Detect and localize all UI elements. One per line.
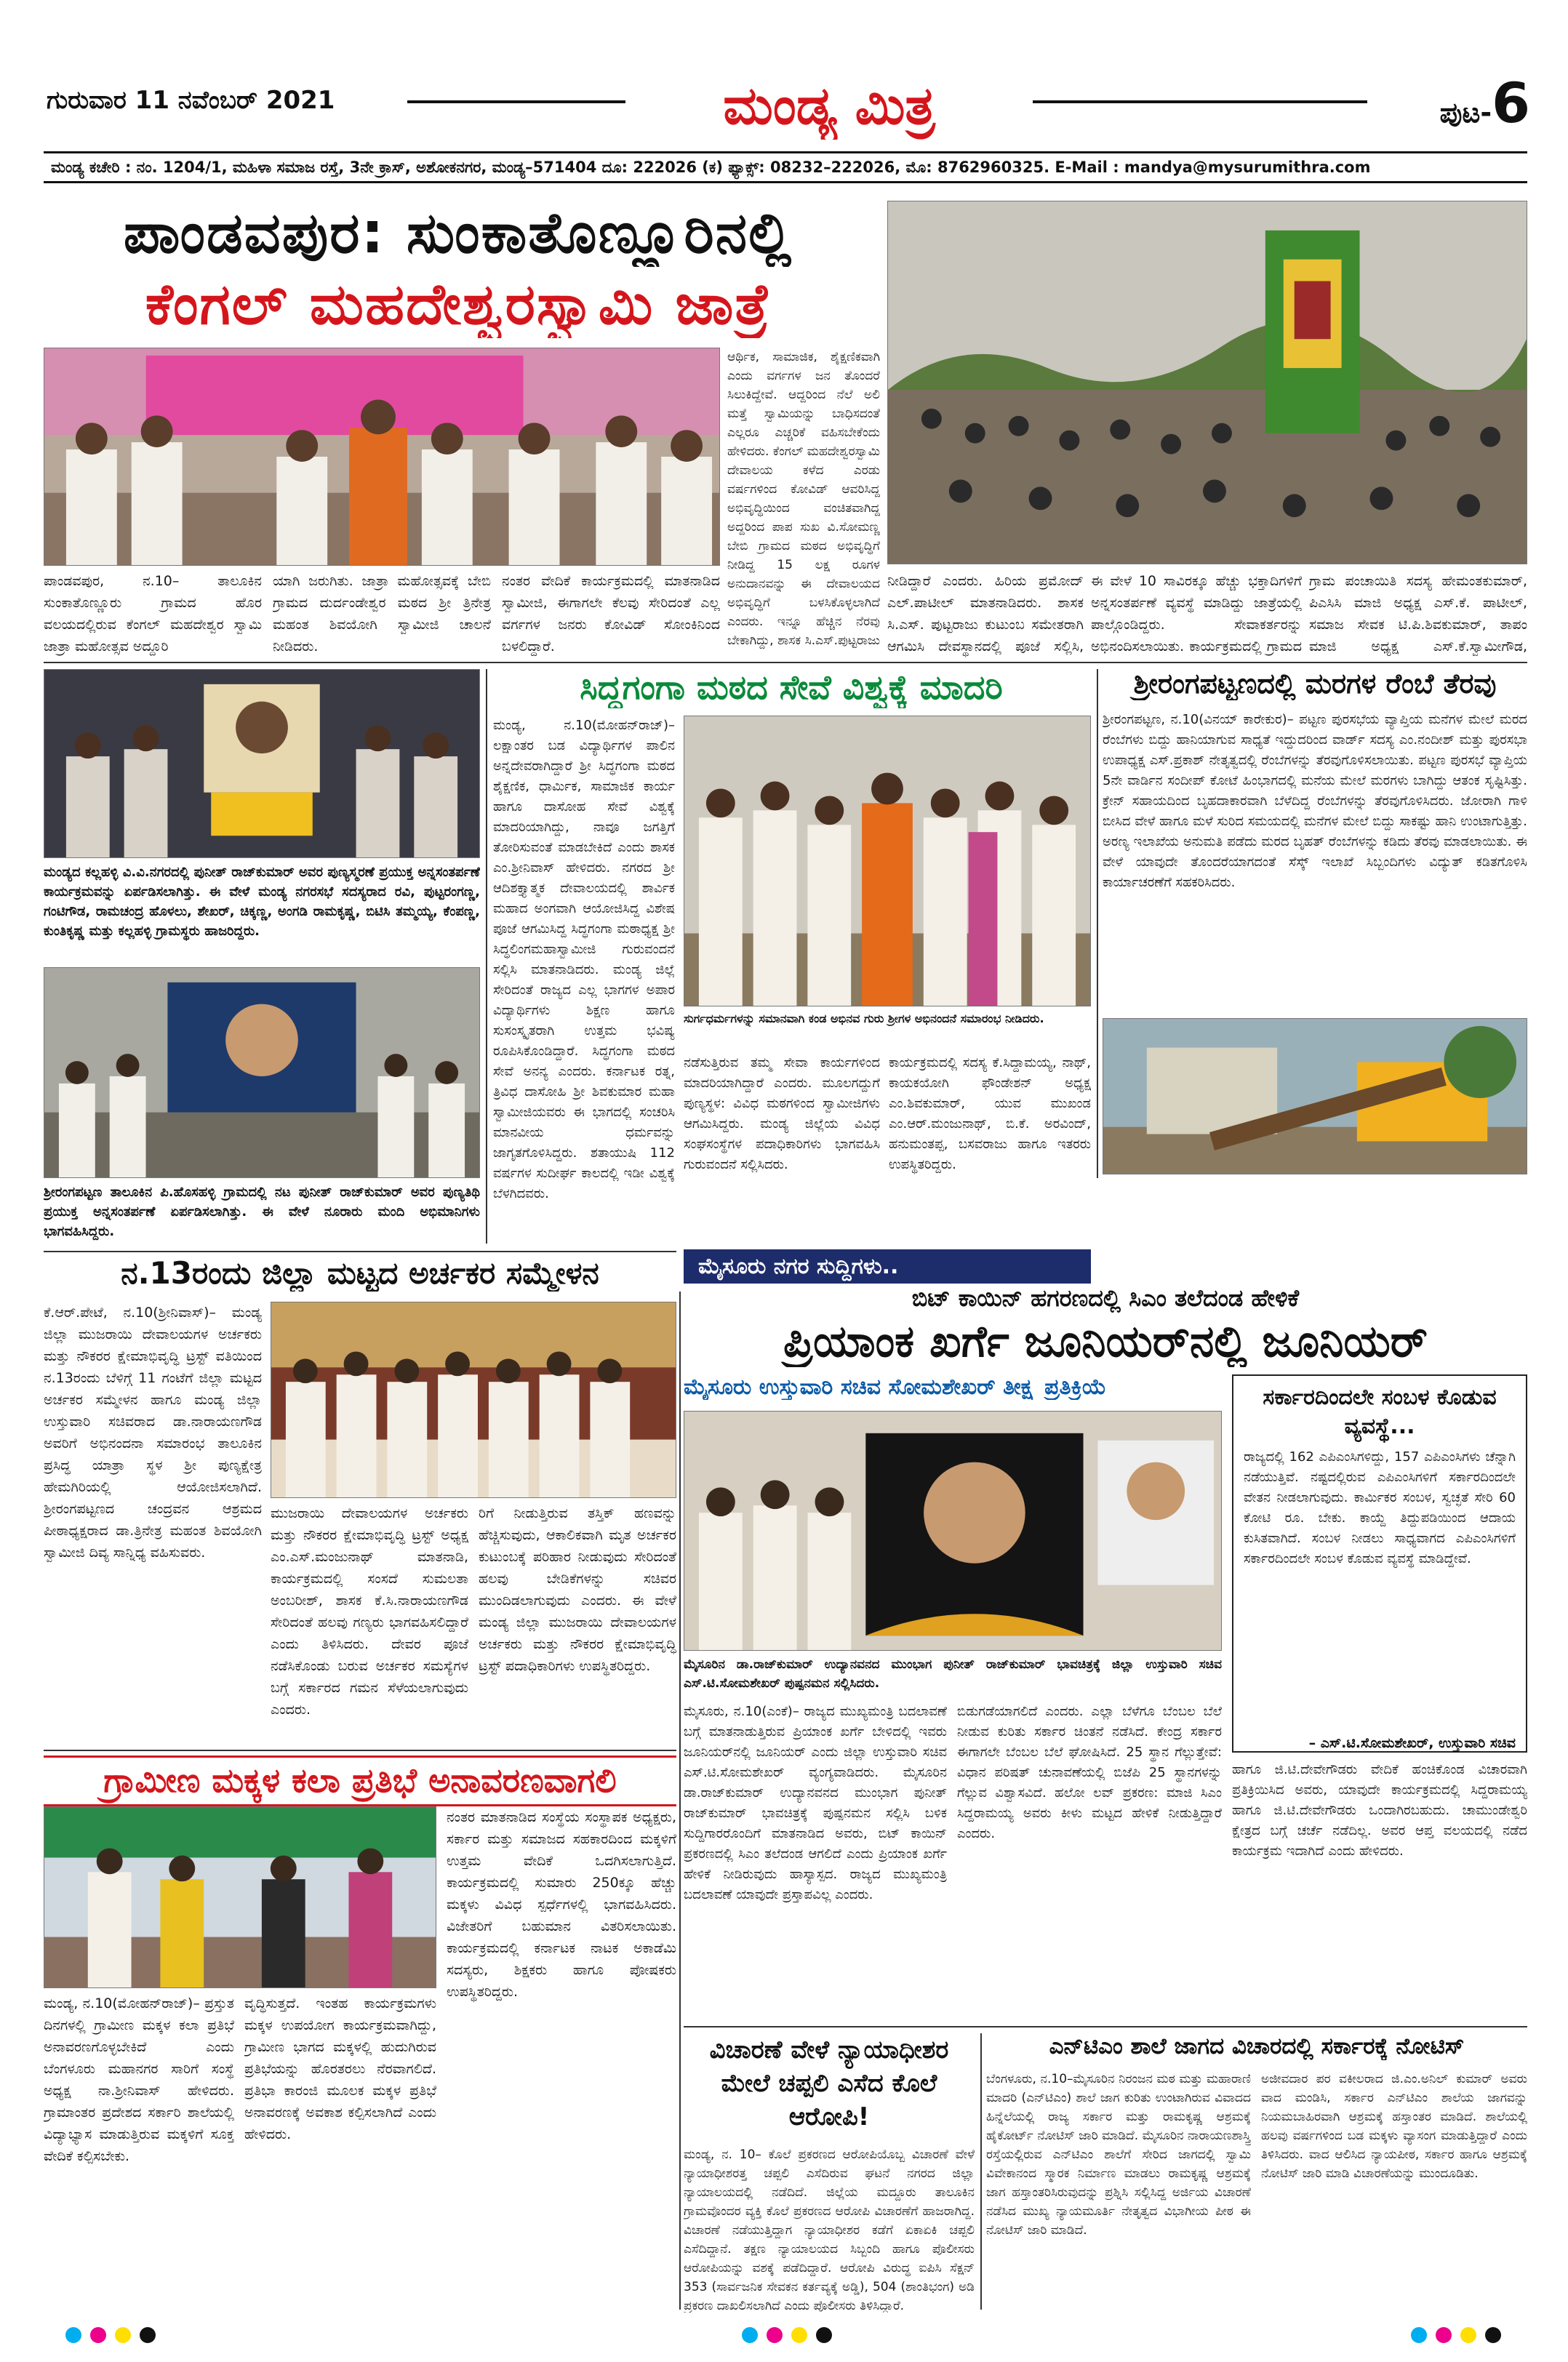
page-number xyxy=(1439,71,1530,135)
mysuru-subhead: ಮೈಸೂರು ಉಸ್ತುವಾರಿ ಸಚಿವ ಸೋಮಶೇಖರ್ ತೀಕ್ಷ್ಣ ಪ್ರತಿಕ್ರಿಯೆ xyxy=(684,1374,1107,1400)
archaka-column-1: ಕೆ.ಆರ್.ಪೇಟೆ, ನ.10(ಶ್ರೀನಿವಾಸ್)– ಮಂಡ್ಯ ಜಿಲ್ಲಾ ಮುಜರಾಯಿ ದೇವಾಲಯಗಳ ಅರ್ಚಕರು ಮತ್ತು ನೌಕರರ ಕ್ಷೇಮಾಭಿವೃದ್ಧಿ ಟ್ರಸ್ಟ್ ವತಿಯಿಂದ ನ.13ರಂದು ಬೆಳಿಗ್ಗೆ 11 ಗಂಟೆಗೆ ಜಿಲ್ಲಾ ಮಟ್ಟದ ಅರ್ಚಕರ ಸಮ್ಮೇಳನ ಹಾಗೂ ಮಂಡ್ಯ ಜಿಲ್ಲಾ ಉಸ್ತುವಾರಿ ಸಚಿವರಾದ ಡಾ.ನಾರಾಯಣಗೌಡ ಅವರಿಗೆ ಅಭಿನಂದನಾ ಸಮಾರಂಭ ತಾಲೂಕಿನ ಪ್ರಸಿದ್ಧ ಯಾತ್ರಾ ಸ್ಥಳ ಶ್ರೀ ಪುಣ್ಯಕ್ಷೇತ್ರ ಹೇಮಗಿರಿಯಲ್ಲಿ ಆಯೋಜಿಸಲಾಗಿದೆ. ಶ್ರೀರಂಗಪಟ್ಟಣದ ಚಂದ್ರವನ ಆಶ್ರಮದ ಪೀಠಾಧ್ಯಕ್ಷರಾದ ಡಾ.ತ್ರಿನೇತ್ರ ಮಹಂತ ಶಿವಯೋಗಿ ಸ್ವಾಮೀಜಿ ದಿವ್ಯ ಸಾನ್ನಿಧ್ಯ ವಹಿಸುವರು. xyxy=(44,1305,262,1561)
salary-side-box xyxy=(1232,1374,1527,1753)
salary-box-byline: – ಎಸ್.ಟಿ.ಸೋಮಶೇಖರ್, ಉಸ್ತುವಾರಿ ಸಚಿವ xyxy=(1308,1735,1516,1751)
lead-photo-stage xyxy=(44,348,720,566)
black-dot xyxy=(816,2327,832,2343)
ntm-column-1: ಬೆಂಗಳೂರು, ನ.10–ಮೈಸೂರಿನ ನಿರಂಜನ ಮಠ ಮತ್ತು ಮಹಾರಾಣಿ ಮಾದರಿ (ಎನ್‌ಟಿಎಂ) ಶಾಲೆ ಜಾಗ ಕುರಿತು ಉಂಟಾಗಿರುವ ವಿವಾದದ ಹಿನ್ನೆಲೆಯಲ್ಲಿ ರಾಜ್ಯ ಸರ್ಕಾರ ಮತ್ತು ರಾಮಕೃಷ್ಣ ಆಶ್ರಮಕ್ಕೆ ಹೈಕೋರ್ಟ್ ನೋಟಿಸ್ ಜಾರಿ ಮಾಡಿದೆ. ಮೈಸೂರಿನ ನಾರಾಯಣಶಾಸ್ತ್ರಿ ರಸ್ತೆಯಲ್ಲಿರುವ ಎನ್‌ಟಿಎಂ ಶಾಲೆಗೆ ಸೇರಿದ ಜಾಗದಲ್ಲಿ ಸ್ವಾಮಿ ವಿವೇಕಾನಂದ ಸ್ಮಾರಕ ನಿರ್ಮಾಣ ಮಾಡಲು ರಾಮಕೃಷ್ಣ ಆಶ್ರಮಕ್ಕೆ ಜಾಗ ಹಸ್ತಾಂತರಿಸಿರುವುದನ್ನು ಪ್ರಶ್ನಿಸಿ ಸಲ್ಲಿಸಿದ್ದ ಅರ್ಜಿಯ ವಿಚಾರಣೆ ನಡೆಸಿದ ಮುಖ್ಯ ನ್ಯಾಯಮೂರ್ತಿ ನೇತೃತ್ವದ ವಿಭಾಗೀಯ ಪೀಠ ಈ ನೋಟಿಸ್ ಜಾರಿ ಮಾಡಿದೆ. xyxy=(986,2072,1251,2238)
lead-headline-line-2: ಕೆಂಗಲ್ ಮಹದೇಶ್ವರಸ್ವಾಮಿ ಜಾತ್ರೆ xyxy=(145,272,772,337)
mysuru-caption: ಮೈಸೂರಿನ ಡಾ.ರಾಜ್‌ಕುಮಾರ್ ಉದ್ಯಾನವನದ ಮುಂಭಾಗ ಪುನೀತ್ ರಾಜ್‌ಕುಮಾರ್ ಭಾವಚಿತ್ರಕ್ಕೆ ಜಿಲ್ಲಾ ಉಸ್ತುವಾರಿ ಸಚಿವ ಎಸ್.ಟಿ.ಸೋಮಶೇಖರ್ ಪುಷ್ಪನಮನ ಸಲ್ಲಿಸಿದರು. xyxy=(684,1657,1222,1691)
salary-box-continuation: ಹಾಗೂ ಜಿ.ಟಿ.ದೇವೇಗೌಡರು ವೇದಿಕೆ ಹಂಚಿಕೊಂಡ ವಿಚಾರವಾಗಿ ಪ್ರತಿಕ್ರಿಯಿಸಿದ ಅವರು, ಯಾವುದೇ ಕಾರ್ಯಕ್ರಮದಲ್ಲಿ ಸಿದ್ದರಾಮಯ್ಯ ಹಾಗೂ ಜಿ.ಟಿ.ದೇವೇಗೌಡರು ಒಂದಾಗಿರಬಹುದು. ಚಾಮುಂಡೇಶ್ವರಿ ಕ್ಷೇತ್ರದ ಬಗ್ಗೆ ಚರ್ಚೆ ನಡೆದಿಲ್ಲ. ಅವರ ಆಪ್ತ ವಲಯದಲ್ಲಿ ನಡೆದ ಕಾರ್ಯಕ್ರಮ ಇದಾಗಿದೆ ಎಂದು ಹೇಳಿದರು. xyxy=(1232,1762,1527,1859)
ntm-column-2: ಅಜೀವದಾರ ಪರ ವಕೀಲರಾದ ಜಿ.ಎಂ.ಅನಿಲ್ ಕುಮಾರ್ ಅವರು ವಾದ ಮಂಡಿಸಿ, ಸರ್ಕಾರ ಎನ್‌ಟಿಎಂ ಶಾಲೆಯ ಜಾಗವನ್ನು ನಿಯಮಬಾಹಿರವಾಗಿ ಆಶ್ರಮಕ್ಕೆ ಹಸ್ತಾಂತರ ಮಾಡಿದೆ. ಶಾಲೆಯಲ್ಲಿ ಹಲವು ವರ್ಷಗಳಿಂದ ಬಡ ಮಕ್ಕಳು ವ್ಯಾಸಂಗ ಮಾಡುತ್ತಿದ್ದಾರೆ ಎಂದು ತಿಳಿಸಿದರು. ವಾದ ಆಲಿಸಿದ ನ್ಯಾಯಪೀಠ, ಸರ್ಕಾರ ಹಾಗೂ ಆಶ್ರಮಕ್ಕೆ ನೋಟಿಸ್ ಜಾರಿ ಮಾಡಿ ವಿಚಾರಣೆಯನ್ನು ಮುಂದೂಡಿತು. xyxy=(1261,2072,1527,2181)
section-divider xyxy=(44,1750,676,1751)
siddaganga-column-2: ನಡೆಸುತ್ತಿರುವ ತಮ್ಮ ಸೇವಾ ಕಾರ್ಯಗಳಿಂದ ಮಾದರಿಯಾಗಿದ್ದಾರೆ ಎಂದರು. ಮೂಲಗದ್ದುಗೆ ಪುಣ್ಯಸ್ಥಳ: ವಿವಿಧ ಮಠಗಳಿಂದ ಸ್ವಾಮೀಜಿಗಳು ಆಗಮಿಸಿದ್ದರು. ಮಂಡ್ಯ ಜಿಲ್ಲೆಯ ವಿವಿಧ ಸಂಘಸಂಸ್ಥೆಗಳ ಪದಾಧಿಕಾರಿಗಳು ಭಾಗವಹಿಸಿ ಗುರುವಂದನೆ ಸಲ್ಲಿಸಿದರು. xyxy=(684,1055,880,1172)
mysuru-headline: ಪ್ರಿಯಾಂಕ ಖರ್ಗೆ ಜೂನಿಯರ್‌ನಲ್ಲಿ ಜೂನಿಯರ್ xyxy=(783,1316,1428,1367)
gramina-column-1: ಮಂಡ್ಯ, ನ.10(ಮೋಹನ್‌ರಾಜ್)– ಪ್ರಸ್ತುತ ದಿನಗಳಲ್ಲಿ ಗ್ರಾಮೀಣ ಮಕ್ಕಳ ಕಲಾ ಪ್ರತಿಭೆ ಅನಾವರಣಗೊಳ್ಳಬೇಕಿದೆ ಎಂದು ಬೆಂಗಳೂರು ಮಹಾನಗರ ಸಾರಿಗೆ ಸಂಸ್ಥೆ ಅಧ್ಯಕ್ಷ ನಾ.ಶ್ರೀನಿವಾಸ್ ಹೇಳಿದರು. ಗ್ರಾಮಾಂತರ ಪ್ರದೇಶದ ಸರ್ಕಾರಿ ಶಾಲೆಯಲ್ಲಿ ವಿದ್ಯಾಭ್ಯಾಸ ಮಾಡುತ್ತಿರುವ ಮಕ್ಕಳಿಗೆ ಸೂಕ್ತ ವೇದಿಕೆ ಕಲ್ಪಿಸಬೇಕು. xyxy=(44,1995,234,2164)
archaka-headline: ನ.13ರಂದು ಜಿಲ್ಲಾ ಮಟ್ಟದ ಅರ್ಚಕರ ಸಮ್ಮೇಳನ xyxy=(121,1255,599,1291)
gramina-column-2: ವೃದ್ಧಿಸುತ್ತದೆ. ಇಂತಹ ಕಾರ್ಯಕ್ರಮಗಳು ಮಕ್ಕಳ ಉಪಯೋಗ ಕಾರ್ಯಕ್ರಮವಾಗಿದ್ದು, ಗ್ರಾಮೀಣ ಭಾಗದ ಮಕ್ಕಳಲ್ಲಿ ಹುದುಗಿರುವ ಪ್ರತಿಭೆಯನ್ನು ಹೊರತರಲು ನೆರವಾಗಲಿದೆ. ಪ್ರತಿಭಾ ಕಾರಂಜಿ ಮೂಲಕ ಮಕ್ಕಳ ಪ್ರತಿಭೆ ಅನಾವರಣಕ್ಕೆ ಅವಕಾಶ ಕಲ್ಪಿಸಲಾಗಿದೆ ಎಂದು ಹೇಳಿದರು. xyxy=(244,1995,436,2142)
lead-photo-chariot xyxy=(887,201,1527,564)
newspaper-logo xyxy=(640,70,1018,140)
salary-box-body: ರಾಜ್ಯದಲ್ಲಿ 162 ಎಪಿಎಂಸಿಗಳಿದ್ದು, 157 ಎಪಿಎಂಸಿಗಳು ಚೆನ್ನಾಗಿ ನಡೆಯುತ್ತಿವೆ. ನಷ್ಟದಲ್ಲಿರುವ ಎಪಿಎಂಸಿಗಳಿಗೆ ಸರ್ಕಾರದಿಂದಲೇ ವೇತನ ನೀಡಲಾಗುವುದು. ಕಾರ್ಮಿಕರ ಸಂಬಳ, ಸ್ವಚ್ಛತೆ ಸೇರಿ 60 ಕೋಟಿ ರೂ. ಬೇಕು. ಕಾಯ್ದೆ ತಿದ್ದುಪಡಿಯಿಂದ ಆದಾಯ ಕುಸಿತವಾಗಿದೆ. ಸಂಬಳ ನೀಡಲು ಸಾಧ್ಯವಾಗದ ಎಪಿಎಂಸಿಗಳಿಗೆ ಸರ್ಕಾರದಿಂದಲೇ ಸಂಬಳ ಕೊಡುವ ವ್ಯವಸ್ಥೆ ಮಾಡಿದ್ದೇವೆ. xyxy=(1244,1449,1516,1566)
yellow-dot xyxy=(115,2327,131,2343)
column-rule xyxy=(679,1292,681,2310)
tribute-caption-1: ಮಂಡ್ಯದ ಕಲ್ಲಹಳ್ಳಿ ವಿ.ವಿ.ನಗರದಲ್ಲಿ ಪುನೀತ್ ರಾಜ್‌ಕುಮಾರ್ ಅವರ ಪುಣ್ಯಸ್ಮರಣೆ ಪ್ರಯುಕ್ತ ಅನ್ನಸಂತರ್ಪಣೆ ಕಾರ್ಯಕ್ರಮವನ್ನು ಏರ್ಪಡಿಸಲಾಗಿತ್ತು. ಈ ವೇಳೆ ಮಂಡ್ಯ ನಗರಸಭೆ ಸದಸ್ಯರಾದ ರವಿ, ಪುಟ್ಟರಂಗಣ್ಣ, ಗಂಟಿಗೌಡ, ರಾಮಚಂದ್ರ ಹೊಳಲು, ಶೇಖರ್, ಚಿಕ್ಕಣ್ಣ, ಅಂಗಡಿ ರಾಮಕೃಷ್ಣ, ಬಿಟಿಸಿ ತಮ್ಮಯ್ಯ, ಕೆಂಪಣ್ಣ, ಕುಂತಿಕೃಷ್ಣ ಮತ್ತು ಕಲ್ಲಹಳ್ಳಿ ಗ್ರಾಮಸ್ಥರು ಹಾಜರಿದ್ದರು. xyxy=(44,865,480,939)
archaka-photo xyxy=(271,1302,676,1498)
print-marks-right xyxy=(1411,2327,1501,2343)
salary-box-title: ಸರ್ಕಾರದಿಂದಲೇ ಸಂಬಳ ಕೊಡುವ ವ್ಯವಸ್ಥೆ... xyxy=(1263,1385,1497,1439)
cyan-dot xyxy=(742,2327,758,2343)
srirangapatna-headline: ಶ್ರೀರಂಗಪಟ್ಟಣದಲ್ಲಿ ಮರಗಳ ರೆಂಬೆ ತೆರವು xyxy=(1133,668,1497,700)
black-dot xyxy=(140,2327,156,2343)
magenta-dot xyxy=(767,2327,783,2343)
mysuru-column-2: ಬಿಡುಗಡೆಯಾಗಲಿದೆ ಎಂದರು. ಎಲ್ಲಾ ಬೆಳೆಗೂ ಬೆಂಬಲ ಬೆಲೆ ನೀಡುವ ಕುರಿತು ಸರ್ಕಾರ ಚಿಂತನೆ ನಡೆಸಿದೆ. ಕೇಂದ್ರ ಸರ್ಕಾರ ಈಗಾಗಲೇ ಬೆಂಬಲ ಬೆಲೆ ಘೋಷಿಸಿದೆ. 25 ಸ್ಥಾನ ಗೆಲ್ಲುತ್ತೇವೆ: ವಿಧಾನ ಪರಿಷತ್ ಚುನಾವಣೆಯಲ್ಲಿ ಬಿಜೆಪಿ 25 ಸ್ಥಾನಗಳನ್ನು ಗೆಲ್ಲುವ ವಿಶ್ವಾಸವಿದೆ. ಹಲೋ ಲವ್ ಪ್ರಕರಣ: ಮಾಜಿ ಸಿಎಂ ಸಿದ್ದರಾಮಯ್ಯ ಅವರು ಕೀಳು ಮಟ್ಟದ ಹೇಳಿಕೆ ನೀಡುತ್ತಿದ್ದಾರೆ ಎಂದರು. xyxy=(957,1704,1222,1841)
mysuru-news-strip: ಮೈಸೂರು ನಗರ ಸುದ್ದಿಗಳು.. xyxy=(684,1249,1091,1284)
siddaganga-caption: ಸುರ್ಗಧರ್ಮಗಳನ್ನು ಸಮಾನವಾಗಿ ಕಂಡ ಅಭಿನವ ಗುರು ಶ್ರೀಗಳ ಅಭಿನಂದನೆ ಸಮಾರಂಭ ನೀಡಿದರು. xyxy=(684,1012,1044,1025)
yellow-dot xyxy=(1460,2327,1476,2343)
section-divider xyxy=(684,2026,1527,2027)
gramina-column-3: ನಂತರ ಮಾತನಾಡಿದ ಸಂಸ್ಥೆಯ ಸಂಸ್ಥಾಪಕ ಅಧ್ಯಕ್ಷರು, ಸರ್ಕಾರ ಮತ್ತು ಸಮಾಜದ ಸಹಕಾರದಿಂದ ಮಕ್ಕಳಿಗೆ ಉತ್ತಮ ವೇದಿಕೆ ಒದಗಿಸಲಾಗುತ್ತಿದೆ. ಕಾರ್ಯಕ್ರಮದಲ್ಲಿ ಸುಮಾರು 250ಕ್ಕೂ ಹೆಚ್ಚು ಮಕ್ಕಳು ವಿವಿಧ ಸ್ಪರ್ಧೆಗಳಲ್ಲಿ ಭಾಗವಹಿಸಿದರು. ವಿಜೇತರಿಗೆ ಬಹುಮಾನ ವಿತರಿಸಲಾಯಿತು. ಕಾರ್ಯಕ್ರಮದಲ್ಲಿ ಕರ್ನಾಟಕ ನಾಟಕ ಅಕಾಡೆಮಿ ಸದಸ್ಯರು, ಶಿಕ್ಷಕರು ಹಾಗೂ ಪೋಷಕರು ಉಪಸ್ಥಿತರಿದ್ದರು. xyxy=(447,1809,676,2000)
section-divider xyxy=(44,662,1527,663)
tribute-photo-kallahalli xyxy=(44,669,480,858)
tribute-photo-hosahalli xyxy=(44,967,480,1178)
column-rule xyxy=(980,2033,982,2310)
tribute-caption-2: ಶ್ರೀರಂಗಪಟ್ಟಣ ತಾಲೂಕಿನ ಪಿ.ಹೊಸಹಳ್ಳಿ ಗ್ರಾಮದಲ್ಲಿ ನಟ ಪುನೀತ್ ರಾಜ್‌ಕುಮಾರ್ ಅವರ ಪುಣ್ಯತಿಥಿ ಪ್ರಯುಕ್ತ ಅನ್ನಸಂತರ್ಪಣೆ ಏರ್ಪಡಿಸಲಾಗಿತ್ತು. ಈ ವೇಳೆ ನೂರಾರು ಮಂದಿ ಅಭಿಮಾನಿಗಳು ಭಾಗವಹಿಸಿದ್ದರು. xyxy=(44,1185,480,1239)
gramina-headline: ಗ್ರಾಮೀಣ ಮಕ್ಕಳ ಕಲಾ ಪ್ರತಿಭೆ ಅನಾವರಣವಾಗಲಿ xyxy=(44,1756,676,1806)
cyan-dot xyxy=(1411,2327,1427,2343)
section-divider xyxy=(44,1251,676,1252)
logo-text: ಮಂಡ್ಯ ಮಿತ್ರ xyxy=(723,75,935,136)
srirangapatna-photo-crane xyxy=(1103,1018,1527,1174)
column-rule xyxy=(1097,669,1098,1178)
siddaganga-column-1: ಮಂಡ್ಯ, ನ.10(ಮೋಹನ್‌ರಾಜ್)– ಲಕ್ಷಾಂತರ ಬಡ ವಿದ್ಯಾರ್ಥಿಗಳ ಪಾಲಿನ ಅನ್ನದೇವರಾಗಿದ್ದಾರೆ ಶ್ರೀ ಸಿದ್ಧಗಂಗಾ ಮಠದ ಶೈಕ್ಷಣಿಕ, ಧಾರ್ಮಿಕ, ಸಾಮಾಜಿಕ ಕಾರ್ಯ ಹಾಗೂ ದಾಸೋಹ ಸೇವೆ ವಿಶ್ವಕ್ಕೆ ಮಾದರಿಯಾಗಿದ್ದು, ನಾವೂ ಜಗತ್ತಿಗೆ ತೋರಿಸುವಂತೆ ಮಾಡಬೇಕಿದೆ ಎಂದು ಶಾಸಕ ಎಂ.ಶ್ರೀನಿವಾಸ್ ಹೇಳಿದರು. ನಗರದ ಶ್ರೀ ಆದಿಶಕ್ತ್ಯಾತ್ಮಕ ದೇವಾಲಯದಲ್ಲಿ ಶಾರ್ವಿಕ ಮಹಾದ ಅಂಗವಾಗಿ ಆಯೋಜಿಸಿದ್ದ ವಿಶೇಷ ಪೂಜೆ ಆಗಮಿಸಿದ್ದ ಸಿದ್ಧಗಂಗಾ ಮಠಾಧ್ಯಕ್ಷ ಶ್ರೀ ಸಿದ್ಧಲಿಂಗಮಹಾಸ್ವಾಮೀಜಿ ಗುರುವಂದನೆ ಸಲ್ಲಿಸಿ ಮಾತನಾಡಿದರು. ಮಂಡ್ಯ ಜಿಲ್ಲೆ ಸೇರಿದಂತೆ ರಾಜ್ಯದ ಎಲ್ಲ ಭಾಗಗಳ ಅಪಾರ ವಿದ್ಯಾರ್ಥಿಗಳು ಶಿಕ್ಷಣ ಹಾಗೂ ಸುಸಂಸ್ಕೃತರಾಗಿ ಉತ್ತಮ ಭವಿಷ್ಯ ರೂಪಿಸಿಕೊಂಡಿದ್ದಾರೆ. ಸಿದ್ಧಗಂಗಾ ಮಠದ ಸೇವೆ ಅನನ್ಯ ಎಂದರು. ಕರ್ನಾಟಕ ರತ್ನ, ತ್ರಿವಿಧ ದಾಸೋಹಿ ಶ್ರೀ ಶಿವಕುಮಾರ ಮಹಾ ಸ್ವಾಮೀಜಿಯವರು ಈ ಭಾಗದಲ್ಲಿ ಸಂಚರಿಸಿ ಮಾನವೀಯ ಧರ್ಮವನ್ನು ಜಾಗೃತಗೊಳಿಸಿದ್ದರು. ಶತಾಯುಷಿ 112 ವರ್ಷಗಳ ಸುದೀರ್ಘ ಕಾಲದಲ್ಲಿ ಇಡೀ ವಿಶ್ವಕ್ಕೆ ಬೆಳಗಿದವರು. xyxy=(493,718,675,1201)
lead-column-3: ನಂತರ ವೇದಿಕೆ ಕಾರ್ಯಕ್ರಮದಲ್ಲಿ ಮಾತನಾಡಿದ ಸ್ವಾಮೀಜಿ, ಈಗಾಗಲೇ ಕೆಲವು ಸೇರಿದಂತೆ ಎಲ್ಲ ವರ್ಗಗಳ ಜನರು ಕೋವಿಡ್ ಸೋಂಕಿನಿಂದ ಬಳಲಿದ್ದಾರೆ. xyxy=(502,573,720,654)
lead-column-6: ಈ ವೇಳೆ 10 ಸಾವಿರಕ್ಕೂ ಹೆಚ್ಚು ಭಕ್ತಾದಿಗಳಿಗೆ ಅನ್ನಸಂತರ್ಪಣೆ ವ್ಯವಸ್ಥೆ ಮಾಡಿದ್ದು ಜಾತ್ರೆಯಲ್ಲಿ ಪಾಲ್ಗೊಂಡಿದ್ದರು. ಸೇವಾಕರ್ತರನ್ನು ಅಭಿನಂದಿಸಲಾಯಿತು. ಕಾರ್ಯಕ್ರಮದಲ್ಲಿ ಗ್ರಾಮದ xyxy=(1091,573,1302,654)
lead-column-1: ಪಾಂಡವಪುರ, ನ.10– ತಾಲೂಕಿನ ಸುಂಕಾತೊಣ್ಣೂರು ಗ್ರಾಮದ ಹೊರ ವಲಯದಲ್ಲಿರುವ ಕೆಂಗಲ್ ಮಹದೇಶ್ವರ ಸ್ವಾಮಿ ಜಾತ್ರಾ ಮಹೋತ್ಸವ ಅದ್ದೂರಿ xyxy=(44,573,262,654)
magenta-dot xyxy=(90,2327,106,2343)
column-rule xyxy=(486,669,487,1244)
mysuru-photo xyxy=(684,1411,1222,1651)
edition-date: ಗುರುವಾರ 11 ನವೆಂಬರ್ 2021 xyxy=(47,86,335,115)
lead-column-5: ನೀಡಿದ್ದಾರೆ ಎಂದರು. ಹಿರಿಯ ಪ್ರಮೋದ್ ಎಲ್.ಪಾಟೀಲ್ ಮಾತನಾಡಿದರು. ಶಾಸಕ ಸಿ.ಎಸ್. ಪುಟ್ಟರಾಜು ಕುಟುಂಬ ಸಮೇತರಾಗಿ ಆಗಮಿಸಿ ದೇವಸ್ಥಾನದಲ್ಲಿ ಪೂಜೆ ಸಲ್ಲಿಸಿ, xyxy=(887,573,1084,654)
lead-column-7: ಗ್ರಾಮ ಪಂಚಾಯಿತಿ ಸದಸ್ಯ ಹೇಮಂತಕುಮಾರ್, ಪಿಎಸಿಸಿ ಮಾಜಿ ಅಧ್ಯಕ್ಷ ಎಸ್.ಕೆ. ಪಾಟೀಲ್, ಸಮಾಜ ಸೇವಕ ಟಿ.ಪಿ.ಶಿವಕುಮಾರ್, ತಾಪಂ ಮಾಜಿ ಅಧ್ಯಕ್ಷ ಎಸ್.ಕೆ.ಸ್ವಾಮೀಗೌಡ, xyxy=(1309,573,1527,654)
mysuru-column-1: ಮೈಸೂರು, ನ.10(ಎಂಕೆ)– ರಾಜ್ಯದ ಮುಖ್ಯಮಂತ್ರಿ ಬದಲಾವಣೆ ಬಗ್ಗೆ ಮಾತನಾಡುತ್ತಿರುವ ಪ್ರಿಯಾಂಕ ಖರ್ಗೆ ಬೇಳಿದಲ್ಲಿ ಇವರು ಜೂನಿಯರ್‌ನಲ್ಲಿ ಜೂನಿಯರ್ ಎಂದು ಜಿಲ್ಲಾ ಉಸ್ತುವಾರಿ ಸಚಿವ ಎಸ್.ಟಿ.ಸೋಮಶೇಖರ್ ವ್ಯಂಗ್ಯವಾಡಿದರು. ಮೈಸೂರಿನ ಡಾ.ರಾಜ್‌ಕುಮಾರ್ ಉದ್ಯಾನವನದ ಮುಂಭಾಗ ಪುನೀತ್ ರಾಜ್‌ಕುಮಾರ್ ಭಾವಚಿತ್ರಕ್ಕೆ ಪುಷ್ಪನಮನ ಸಲ್ಲಿಸಿ ಬಳಿಕ ಸುದ್ದಿಗಾರರೊಂದಿಗೆ ಮಾತನಾಡಿದ ಅವರು, ಬಿಟ್ ಕಾಯಿನ್ ಪ್ರಕರಣದಲ್ಲಿ ಸಿಎಂ ತಲೆದಂಡ ಆಗಲಿದೆ ಎಂದು ಪ್ರಿಯಾಂಕ ಖರ್ಗೆ ಹೇಳಿಕೆ ನೀಡಿರುವುದು ಹಾಸ್ಯಾಸ್ಪದ. ರಾಜ್ಯದ ಮುಖ್ಯಮಂತ್ರಿ ಬದಲಾವಣೆ ಯಾವುದೇ ಪ್ರಸ್ತಾಪವಿಲ್ಲ ಎಂದರು. xyxy=(684,1704,947,1902)
srirangapatna-body: ಶ್ರೀರಂಗಪಟ್ಟಣ, ನ.10(ವಿನಯ್ ಕಾರೇಕುರ)– ಪಟ್ಟಣ ಪುರಸಭೆಯ ವ್ಯಾಪ್ತಿಯ ಮನೆಗಳ ಮೇಲೆ ಮರದ ರೆಂಬೆಗಳು ಬಿದ್ದು ಹಾನಿಯಾಗುವ ಸಾಧ್ಯತೆ ಇದ್ದುದರಿಂದ ವಾರ್ಡ್ ಸದಸ್ಯ ಎಂ.ನಂದೀಶ್ ಮತ್ತು ಪುರಸಭಾ ಉಪಾಧ್ಯಕ್ಷ ಎಸ್.ಪ್ರಕಾಶ್ ನೇತೃತ್ವದಲ್ಲಿ ರೆಂಬೆಗಳನ್ನು ತೆರವುಗೊಳಿಸಲಾಯಿತು. ಪಟ್ಟಣ ಪುರಸಭೆ ವ್ಯಾಪ್ತಿಯ 5ನೇ ವಾರ್ಡಿನ ಸಂದೀಪ್ ಕೋಟೆ ಹಿಂಭಾಗದಲ್ಲಿ ಮನೆಯ ಮೇಲೆ ಮರಗಳು ಬಾಗಿದ್ದು ಆತಂಕ ಸೃಷ್ಟಿಸಿತ್ತು. ಕ್ರೇನ್ ಸಹಾಯದಿಂದ ಬೃಹದಾಕಾರವಾಗಿ ಬೆಳೆದಿದ್ದ ರೆಂಬೆಗಳನ್ನು ತೆರವುಗೊಳಿಸಿದರು. ಜೋರಾಗಿ ಗಾಳಿ ಬೀಸಿದ ವೇಳೆ ಹಾಗೂ ಮಳೆ ಸುರಿದ ಸಮಯದಲ್ಲಿ ಮನೆಗಳ ಮೇಲೆ ಬಿದ್ದು ಸಾಕಷ್ಟು ಹಾನಿ ಉಂಟಾಗುತ್ತಿತ್ತು. ಅರಣ್ಯ ಇಲಾಖೆಯ ಅನುಮತಿ ಪಡೆದು ಮರದ ಬೃಹತ್ ರೆಂಬೆಗಳನ್ನು ಕಡಿದು ತೆರವು ಮಾಡಲಾಯಿತು. ಈ ವೇಳೆ ಯಾವುದೇ ತೊಂದರೆಯಾಗದಂತೆ ಸೆಸ್ಕ್ ಇಲಾಖೆ ಸಿಬ್ಬಂದಿಗಳು ವಿದ್ಯುತ್ ಕಡಿತಗೊಳಿಸಿ ಕಾರ್ಯಾಚರಣೆಗೆ ಸಹಕರಿಸಿದರು. xyxy=(1103,712,1527,890)
lead-headline-line-1: ಪಾಂಡವಪುರ: ಸುಂಕಾತೊಣ್ಣೂರಿನಲ್ಲಿ xyxy=(123,201,793,266)
siddaganga-column-3: ಕಾರ್ಯಕ್ರಮದಲ್ಲಿ ಸದಸ್ಯ ಕೆ.ಸಿದ್ದಾಮಯ್ಯ, ನಾಥ್, ಕಾಯಕಯೋಗಿ ಫೌಂಡೇಶನ್ ಅಧ್ಯಕ್ಷ ಎಂ.ಶಿವಕುಮಾರ್, ಯುವ ಮುಖಂಡ ಎಂ.ಆರ್.ಮಂಜುನಾಥ್, ಬಿ.ಕೆ. ಅರವಿಂದ್, ಹನುಮಂತಪ್ಪ, ಬಸವರಾಜು ಹಾಗೂ ಇತರರು ಉಪಸ್ಥಿತರಿದ್ದರು. xyxy=(889,1055,1091,1172)
siddaganga-photo xyxy=(684,716,1091,1006)
print-marks-center xyxy=(742,2327,832,2343)
court-headline-text: ವಿಚಾರಣೆ ವೇಳೆ ನ್ಯಾಯಾಧೀಶರ ಮೇಲೆ ಚಪ್ಪಲಿ ಎಸೆದ ಕೊಲೆ ಆರೋಪಿ! xyxy=(709,2035,949,2131)
office-contact-bar: ಮಂಡ್ಯ ಕಚೇರಿ : ನಂ. 1204/1, ಮಹಿಳಾ ಸಮಾಜ ರಸ್ತೆ, 3ನೇ ಕ್ರಾಸ್, ಅಶೋಕನಗರ, ಮಂಡ್ಯ–571404 ದೂ: 222026 (ಕ) ಫ್ಯಾಕ್ಸ್: 08232–222026, ಮೊ: 8762960325. E-Mail : mandya@mysurumithra.com xyxy=(44,151,1527,183)
page-digit: 6 xyxy=(1492,71,1530,135)
yellow-dot xyxy=(791,2327,807,2343)
page-label: ಪುಟ- xyxy=(1439,97,1492,129)
lead-column-4: ಆರ್ಥಿಕ, ಸಾಮಾಜಿಕ, ಶೈಕ್ಷಣಿಕವಾಗಿ ಎಂದು ವರ್ಗಗಳ ಜನ ತೊಂದರೆ ಸಿಲುಕಿದ್ದೇವೆ. ಆದ್ದರಿಂದ ನೆಲೆ ಅಲಿ ಮತ್ತೆ ಸ್ವಾಮಿಯನ್ನು ಬಾಧಿಸದಂತೆ ಎಲ್ಲರೂ ಎಚ್ಚರಿಕೆ ವಹಿಸಬೇಕೆಂದು ಹೇಳಿದರು. ಕೆಂಗಲ್ ಮಹದೇಶ್ವರಸ್ವಾಮಿ ದೇವಾಲಯ ಕಳೆದ ಎರಡು ವರ್ಷಗಳಿಂದ ಕೋವಿಡ್ ಆವರಿಸಿದ್ದ ಅಭಿವೃದ್ಧಿಯಿಂದ ವಂಚಿತವಾಗಿದ್ದ ಅದ್ದರಿಂದ ಪಾಪ ಸುಖ ವಿ.ಸೋಮಣ್ಣ ಬೇಬಿ ಗ್ರಾಮದ ಮಠದ ಅಭಿವೃದ್ಧಿಗೆ ನೀಡಿದ್ದ 15 ಲಕ್ಷ ರೂಗಳ ಅನುದಾನವನ್ನು ಈ ದೇವಾಲಯದ ಅಭಿವೃದ್ಧಿಗೆ ಬಳಸಿಕೊಳ್ಳಲಾಗಿದೆ ಎಂದರು. ಇನ್ನೂ ಹೆಚ್ಚಿನ ನೆರವು ಬೇಕಾಗಿದ್ದು, ಶಾಸಕ ಸಿ.ಎಸ್.ಪುಟ್ಟರಾಜು xyxy=(727,350,880,648)
archaka-column-2: ಮುಜರಾಯಿ ದೇವಾಲಯಗಳ ಅರ್ಚಕರು ಮತ್ತು ನೌಕರರ ಕ್ಷೇಮಾಭಿವೃದ್ಧಿ ಟ್ರಸ್ಟ್ ಅಧ್ಯಕ್ಷ ಎಂ.ಎಸ್.ಮಂಜುನಾಥ್ ಮಾತನಾಡಿ, ಕಾರ್ಯಕ್ರಮದಲ್ಲಿ ಸಂಸದೆ ಸುಮಲತಾ ಅಂಬರೀಶ್, ಶಾಸಕ ಕೆ.ಸಿ.ನಾರಾಯಣಗೌಡ ಸೇರಿದಂತೆ ಹಲವು ಗಣ್ಯರು ಭಾಗವಹಿಸಲಿದ್ದಾರೆ ಎಂದು ತಿಳಿಸಿದರು. ದೇವರ ಪೂಜೆ ನಡೆಸಿಕೊಂಡು ಬರುವ ಅರ್ಚಕರ ಸಮಸ್ಯೆಗಳ ಬಗ್ಗೆ ಸರ್ಕಾರದ ಗಮನ ಸೆಳೆಯಲಾಗುವುದು ಎಂದರು. xyxy=(271,1505,468,1718)
masthead-rule-left xyxy=(407,100,625,103)
mysuru-kicker: ಬಿಟ್ ಕಾಯಿನ್ ಹಗರಣದಲ್ಲಿ ಸಿಎಂ ತಲೆದಂಡ ಹೇಳಿಕೆ xyxy=(911,1284,1300,1312)
black-dot xyxy=(1485,2327,1501,2343)
court-headline xyxy=(684,2033,975,2134)
cyan-dot xyxy=(65,2327,81,2343)
gramina-photo xyxy=(44,1806,436,1988)
archaka-column-3: ರಿಗೆ ನೀಡುತ್ತಿರುವ ತಸ್ತಿಕ್ ಹಣವನ್ನು ಹೆಚ್ಚಿಸುವುದು, ಆಕಾಲಿಕವಾಗಿ ಮೃತ ಅರ್ಚಕರ ಕುಟುಂಬಕ್ಕೆ ಪರಿಹಾರ ನೀಡುವುದು ಸೇರಿದಂತೆ ಹಲವು ಬೇಡಿಕೆಗಳನ್ನು ಸಚಿವರ ಮುಂದಿಡಲಾಗುವುದು ಎಂದರು. ಈ ವೇಳೆ ಮಂಡ್ಯ ಜಿಲ್ಲಾ ಮುಜರಾಯಿ ದೇವಾಲಯಗಳ ಅರ್ಚಕರು ಮತ್ತು ನೌಕರರ ಕ್ಷೇಮಾಭಿವೃದ್ಧಿ ಟ್ರಸ್ಟ್ ಪದಾಧಿಕಾರಿಗಳು ಉಪಸ್ಥಿತರಿದ್ದರು. xyxy=(479,1505,676,1674)
magenta-dot xyxy=(1436,2327,1452,2343)
masthead-rule-right xyxy=(1033,100,1367,103)
print-marks-left xyxy=(65,2327,156,2343)
ntm-headline: ಎನ್‌ಟಿಎಂ ಶಾಲೆ ಜಾಗದ ವಿಚಾರದಲ್ಲಿ ಸರ್ಕಾರಕ್ಕೆ ನೋಟಿಸ್ xyxy=(1049,2033,1465,2059)
court-body: ಮಂಡ್ಯ, ನ. 10– ಕೊಲೆ ಪ್ರಕರಣದ ಆರೋಪಿಯೊಬ್ಬ ವಿಚಾರಣೆ ವೇಳೆ ನ್ಯಾಯಾಧೀಶರತ್ತ ಚಪ್ಪಲಿ ಎಸೆದಿರುವ ಘಟನೆ ನಗರದ ಜಿಲ್ಲಾ ನ್ಯಾಯಾಲಯದಲ್ಲಿ ನಡೆದಿದೆ. ಜಿಲ್ಲೆಯ ಮದ್ದೂರು ತಾಲೂಕಿನ ಗ್ರಾಮವೊಂದರ ವ್ಯಕ್ತಿ ಕೊಲೆ ಪ್ರಕರಣದ ಆರೋಪಿ ವಿಚಾರಣೆಗೆ ಹಾಜರಾಗಿದ್ದ. ವಿಚಾರಣೆ ನಡೆಯುತ್ತಿದ್ದಾಗ ನ್ಯಾಯಾಧೀಶರ ಕಡೆಗೆ ಏಕಾಏಕಿ ಚಪ್ಪಲಿ ಎಸೆದಿದ್ದಾನೆ. ತಕ್ಷಣ ನ್ಯಾಯಾಲಯದ ಸಿಬ್ಬಂದಿ ಹಾಗೂ ಪೊಲೀಸರು ಆರೋಪಿಯನ್ನು ವಶಕ್ಕೆ ಪಡೆದಿದ್ದಾರೆ. ಆರೋಪಿ ವಿರುದ್ಧ ಐಪಿಸಿ ಸೆಕ್ಷನ್ 353 (ಸಾರ್ವಜನಿಕ ಸೇವಕನ ಕರ್ತವ್ಯಕ್ಕೆ ಅಡ್ಡಿ), 504 (ಶಾಂತಿಭಂಗ) ಅಡಿ ಪ್ರಕರಣ ದಾಖಲಿಸಲಾಗಿದೆ ಎಂದು ಪೊಲೀಸರು ತಿಳಿಸಿದ್ದಾರೆ. xyxy=(684,2147,975,2313)
siddaganga-headline: ಸಿದ್ದಗಂಗಾ ಮಠದ ಸೇವೆ ವಿಶ್ವಕ್ಕೆ ಮಾದರಿ xyxy=(580,668,1003,707)
lead-column-2: ಯಾಗಿ ಜರುಗಿತು. ಜಾತ್ರಾ ಮಹೋತ್ಸವಕ್ಕೆ ಬೇಬಿ ಗ್ರಾಮದ ದುರ್ದಂಡೇಶ್ವರ ಮಠದ ಶ್ರೀ ತ್ರಿನೇತ್ರ ಮಹಂತ ಶಿವಯೋಗಿ ಸ್ವಾಮೀಜಿ ಚಾಲನೆ ನೀಡಿದರು. xyxy=(273,573,491,654)
